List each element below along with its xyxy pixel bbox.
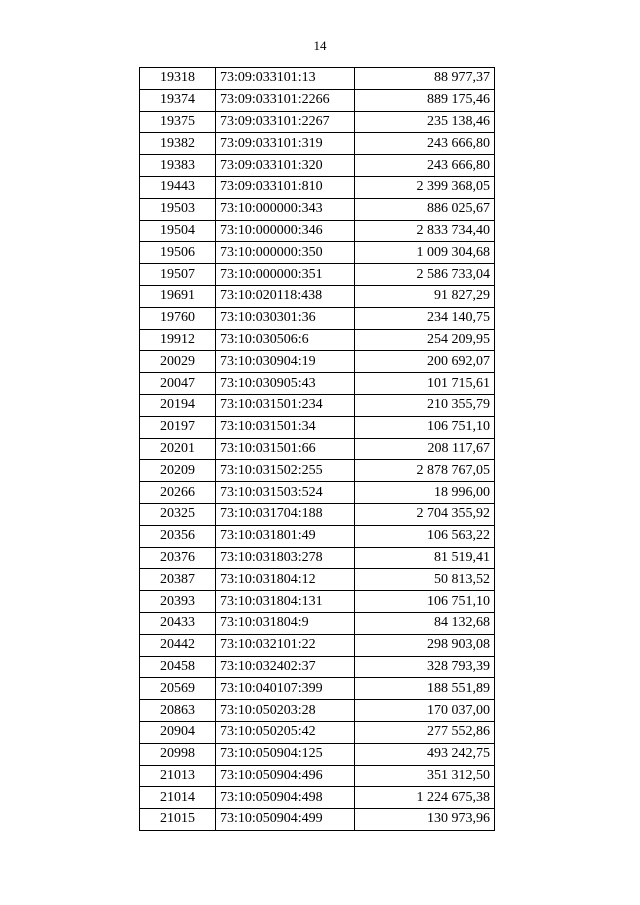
row-id-cell: 21014 (140, 787, 216, 809)
row-id-cell: 19503 (140, 198, 216, 220)
cadastral-number-cell: 73:10:000000:350 (216, 242, 355, 264)
row-id-cell: 20569 (140, 678, 216, 700)
value-cell: 170 037,00 (355, 700, 495, 722)
cadastral-number-cell: 73:10:030506:6 (216, 329, 355, 351)
cadastral-number-cell: 73:10:031801:49 (216, 525, 355, 547)
table-row (140, 155, 495, 177)
value-cell: 2 704 355,92 (355, 503, 495, 525)
cadastral-value-table (139, 67, 495, 831)
row-id-cell: 20194 (140, 394, 216, 416)
table-row (140, 133, 495, 155)
value-cell: 101 715,61 (355, 373, 495, 395)
value-cell: 188 551,89 (355, 678, 495, 700)
cadastral-number-cell: 73:10:020118:438 (216, 285, 355, 307)
table-row (140, 678, 495, 700)
row-id-cell: 19504 (140, 220, 216, 242)
value-cell: 254 209,95 (355, 329, 495, 351)
cadastral-number-cell: 73:10:050203:28 (216, 700, 355, 722)
cadastral-number-cell: 73:10:050904:125 (216, 743, 355, 765)
cadastral-number-cell: 73:09:033101:319 (216, 133, 355, 155)
row-id-cell: 20376 (140, 547, 216, 569)
cadastral-number-cell: 73:10:031804:12 (216, 569, 355, 591)
table-row (140, 634, 495, 656)
value-cell: 106 751,10 (355, 591, 495, 613)
table-row (140, 68, 495, 90)
value-cell: 106 563,22 (355, 525, 495, 547)
cadastral-number-cell: 73:10:031502:255 (216, 460, 355, 482)
table-row (140, 242, 495, 264)
cadastral-number-cell: 73:10:031704:188 (216, 503, 355, 525)
table-row (140, 264, 495, 286)
cadastral-number-cell: 73:10:000000:351 (216, 264, 355, 286)
table-row (140, 809, 495, 831)
row-id-cell: 19760 (140, 307, 216, 329)
cadastral-number-cell: 73:09:033101:320 (216, 155, 355, 177)
cadastral-number-cell: 73:10:030301:36 (216, 307, 355, 329)
row-id-cell: 20442 (140, 634, 216, 656)
table-row (140, 721, 495, 743)
value-cell: 889 175,46 (355, 89, 495, 111)
cadastral-number-cell: 73:09:033101:2267 (216, 111, 355, 133)
row-id-cell: 19383 (140, 155, 216, 177)
value-cell: 200 692,07 (355, 351, 495, 373)
value-cell: 84 132,68 (355, 612, 495, 634)
row-id-cell: 20904 (140, 721, 216, 743)
table-row (140, 220, 495, 242)
value-cell: 2 586 733,04 (355, 264, 495, 286)
cadastral-number-cell: 73:10:031804:131 (216, 591, 355, 613)
table-row (140, 612, 495, 634)
row-id-cell: 19382 (140, 133, 216, 155)
row-id-cell: 19318 (140, 68, 216, 90)
cadastral-number-cell: 73:10:031803:278 (216, 547, 355, 569)
cadastral-number-cell: 73:10:031501:234 (216, 394, 355, 416)
cadastral-number-cell: 73:10:050904:498 (216, 787, 355, 809)
row-id-cell: 19443 (140, 176, 216, 198)
row-id-cell: 20356 (140, 525, 216, 547)
table-row (140, 743, 495, 765)
table-row (140, 285, 495, 307)
value-cell: 50 813,52 (355, 569, 495, 591)
row-id-cell: 19691 (140, 285, 216, 307)
row-id-cell: 20047 (140, 373, 216, 395)
table-row (140, 700, 495, 722)
value-cell: 130 973,96 (355, 809, 495, 831)
value-cell: 1 224 675,38 (355, 787, 495, 809)
table-row (140, 765, 495, 787)
cadastral-number-cell: 73:10:050904:496 (216, 765, 355, 787)
cadastral-number-cell: 73:10:031501:34 (216, 416, 355, 438)
table-row (140, 591, 495, 613)
table-row (140, 460, 495, 482)
cadastral-number-cell: 73:09:033101:2266 (216, 89, 355, 111)
row-id-cell: 19507 (140, 264, 216, 286)
value-cell: 493 242,75 (355, 743, 495, 765)
row-id-cell: 20201 (140, 438, 216, 460)
table-row (140, 503, 495, 525)
table-row (140, 89, 495, 111)
row-id-cell: 20209 (140, 460, 216, 482)
row-id-cell: 20458 (140, 656, 216, 678)
table-row (140, 525, 495, 547)
cadastral-number-cell: 73:10:050205:42 (216, 721, 355, 743)
cadastral-number-cell: 73:10:030905:43 (216, 373, 355, 395)
cadastral-number-cell: 73:10:032101:22 (216, 634, 355, 656)
value-cell: 235 138,46 (355, 111, 495, 133)
table-row (140, 416, 495, 438)
table-row (140, 176, 495, 198)
value-cell: 18 996,00 (355, 482, 495, 504)
row-id-cell: 20266 (140, 482, 216, 504)
cadastral-number-cell: 73:10:032402:37 (216, 656, 355, 678)
table-row (140, 373, 495, 395)
row-id-cell: 19506 (140, 242, 216, 264)
row-id-cell: 21013 (140, 765, 216, 787)
cadastral-number-cell: 73:10:050904:499 (216, 809, 355, 831)
row-id-cell: 20029 (140, 351, 216, 373)
value-cell: 277 552,86 (355, 721, 495, 743)
value-cell: 298 903,08 (355, 634, 495, 656)
cadastral-number-cell: 73:10:040107:399 (216, 678, 355, 700)
row-id-cell: 20433 (140, 612, 216, 634)
table-row (140, 111, 495, 133)
table-row (140, 394, 495, 416)
table-row (140, 569, 495, 591)
page-number: 14 (313, 38, 327, 53)
row-id-cell: 19374 (140, 89, 216, 111)
row-id-cell: 20393 (140, 591, 216, 613)
value-cell: 210 355,79 (355, 394, 495, 416)
row-id-cell: 21015 (140, 809, 216, 831)
row-id-cell: 20387 (140, 569, 216, 591)
value-cell: 106 751,10 (355, 416, 495, 438)
value-cell: 243 666,80 (355, 155, 495, 177)
cadastral-number-cell: 73:10:031804:9 (216, 612, 355, 634)
table-row (140, 351, 495, 373)
table-body (140, 68, 495, 831)
table-row (140, 198, 495, 220)
value-cell: 88 977,37 (355, 68, 495, 90)
value-cell: 234 140,75 (355, 307, 495, 329)
value-cell: 2 833 734,40 (355, 220, 495, 242)
row-id-cell: 20998 (140, 743, 216, 765)
row-id-cell: 19912 (140, 329, 216, 351)
cadastral-number-cell: 73:09:033101:810 (216, 176, 355, 198)
row-id-cell: 20197 (140, 416, 216, 438)
table-row (140, 656, 495, 678)
row-id-cell: 19375 (140, 111, 216, 133)
value-cell: 243 666,80 (355, 133, 495, 155)
table-row (140, 438, 495, 460)
row-id-cell: 20325 (140, 503, 216, 525)
value-cell: 2 878 767,05 (355, 460, 495, 482)
table-row (140, 787, 495, 809)
value-cell: 328 793,39 (355, 656, 495, 678)
table-row (140, 547, 495, 569)
cadastral-number-cell: 73:10:000000:343 (216, 198, 355, 220)
value-cell: 91 827,29 (355, 285, 495, 307)
value-cell: 208 117,67 (355, 438, 495, 460)
value-cell: 351 312,50 (355, 765, 495, 787)
cadastral-number-cell: 73:10:030904:19 (216, 351, 355, 373)
value-cell: 886 025,67 (355, 198, 495, 220)
value-cell: 2 399 368,05 (355, 176, 495, 198)
cadastral-number-cell: 73:09:033101:13 (216, 68, 355, 90)
table-row (140, 329, 495, 351)
table-row (140, 482, 495, 504)
table-row (140, 307, 495, 329)
cadastral-number-cell: 73:10:031503:524 (216, 482, 355, 504)
value-cell: 81 519,41 (355, 547, 495, 569)
cadastral-number-cell: 73:10:000000:346 (216, 220, 355, 242)
row-id-cell: 20863 (140, 700, 216, 722)
value-cell: 1 009 304,68 (355, 242, 495, 264)
cadastral-number-cell: 73:10:031501:66 (216, 438, 355, 460)
